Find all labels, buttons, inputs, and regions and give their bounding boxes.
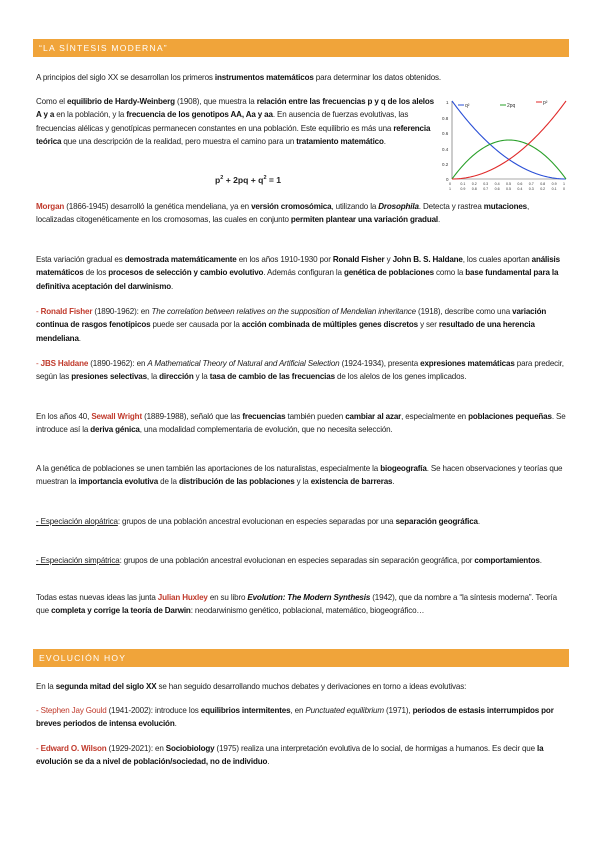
x-tick: 0.3 (483, 182, 489, 186)
x-tick-reverse: 0.5 (506, 187, 511, 191)
x-tick-reverse: 0.9 (460, 187, 466, 191)
y-tick: 0.8 (442, 116, 449, 121)
paragraph-intro: A principios del siglo XX se desarrollan los primeros instrumentos matemáticos para determinar los datos obtenidos. (36, 73, 441, 82)
y-tick: 0.4 (442, 147, 449, 152)
x-tick-reverse: 0.6 (494, 187, 500, 191)
paragraph-sewall-wright: En los años 40, Sewall Wright (1889-1988), señaló que las frecuencias también pueden cambiar al azar, especialmente en poblaciones pequeñas. Se introduce así la deriva génica, una modalidad complementaria de evolución, que no necesita selección. (36, 412, 566, 435)
x-tick: 0 (449, 182, 451, 186)
section-title: “LA SÍNTESIS MODERNA” (39, 43, 168, 53)
section-header-sintesis (33, 39, 569, 57)
x-tick: 0.5 (506, 182, 511, 186)
x-tick-reverse: 0 (563, 187, 565, 191)
paragraph-fisher-haldane: Esta variación gradual es demostrada matemáticamente en los años 1910-1930 por Ronald Fisher y John B. S. Haldane, los cuales aportan análisis matemáticos de los procesos de selección y cambio evolutivo. Además configuran la genética de poblaciones como la base fundamental para la definitiva aceptación del darwinismo. (36, 255, 560, 291)
x-tick-reverse: 1 (449, 187, 451, 191)
paragraph-simpatrica: - Especiación simpátrica: grupos de una población ancestral evolucionan en especies separadas sin separación geográfica, por comportamientos. (36, 556, 542, 565)
paragraph-siglo-xx: En la segunda mitad del siglo XX se han seguido desarrollando muchos debates y derivaciones en torno a ideas evolutivas: (36, 682, 467, 691)
x-tick-reverse: 0.1 (551, 187, 557, 191)
x-tick: 0.1 (460, 182, 466, 186)
y-tick: 0.6 (442, 131, 449, 136)
paragraph-biogeografia: A la genética de poblaciones se unen también las aportaciones de los naturalistas, especialmente la biogeografía. Se hacen observaciones y teorías que muestran la importancia evolutiva de la distribución de las poblaciones y la existencia de barreras. (36, 464, 563, 487)
x-tick: 0.7 (528, 182, 534, 186)
paragraph-morgan: Morgan (1866-1945) desarrolló la genética mendeliana, ya en versión cromosómica, utilizando la Drosophila. Detecta y rastrea mutaciones, localizadas citogenéticamente en los cromosomas, las cuales en conjunto permiten plantear una variación gradual. (36, 202, 530, 225)
x-tick: 0.6 (517, 182, 523, 186)
section-title: EVOLUCIÓN HOY (39, 653, 127, 663)
x-tick-reverse: 0.4 (517, 187, 523, 191)
x-tick: 1 (563, 182, 565, 186)
paragraph-haldane: - JBS Haldane (1890-1962): en A Mathematical Theory of Natural and Artificial Selection (1924-1934), presenta expresiones matemáticas para predecir, según las presiones selectivas, la dirección y la tasa de cambio de las frecuencias de los alelos de los genes implicados. (36, 359, 564, 382)
y-tick: 0.2 (442, 162, 449, 167)
x-tick-reverse: 0.2 (540, 187, 546, 191)
x-tick: 0.2 (471, 182, 477, 186)
x-tick-reverse: 0.8 (471, 187, 477, 191)
hardy-weinberg-formula: $p^2 + 2pq + q^2 = 1$ (215, 175, 282, 185)
paragraph-alopatrica: - Especiación alopátrica: grupos de una población ancestral evolucionan en especies separadas por una separación geográfica. (36, 517, 480, 526)
legend-2pq: 2pq (507, 103, 516, 109)
legend-p-squared: p² (543, 100, 548, 106)
paragraph-ronald-fisher: - Ronald Fisher (1890-1962): en The correlation between relatives on the supposition of Mendelian inheritance (1918), describe como una variación continua de rasgos fenotípicos puede ser causada por la acción combinada de múltiples genes discretos y ser resultado de una herencia mendeliana. (36, 307, 547, 343)
x-tick: 0.4 (494, 182, 500, 186)
hardy-weinberg-graph (438, 93, 570, 193)
x-tick-reverse: 0.3 (528, 187, 534, 191)
y-tick: 1 (446, 100, 449, 105)
x-tick-reverse: 0.7 (483, 187, 489, 191)
paragraph-gould: - Stephen Jay Gould (1941-2002): introduce los equilibrios intermitentes, en Punctuated equilibrium (1971), periodos de estasis interrumpidos por breves periodos de intensa evolución. (36, 706, 554, 729)
legend-q-squared: q² (465, 103, 470, 109)
paragraph-hardy-weinberg: Como el equilibrio de Hardy-Weinberg (1908), que muestra la relación entre las frecuencias p y q de los alelos A y a en la población, y la frecuencia de los genotipos AA, Aa y aa. En ausencia de fuerzas evolutivas, las frecuencias alélicas y genotípicas permanecen constantes en una población. Este equilibrio es más una referencia teórica que una descripción de la realidad, pero muestra el camino para un tratamiento matemático. (36, 97, 434, 147)
y-tick: 0 (446, 177, 449, 182)
paragraph-huxley: Todas estas nuevas ideas las junta Julian Huxley en su libro Evolution: The Modern Synthesis (1942), que da nombre a “la síntesis moderna”. Teoría que completa y corrige la teoría de Darwin: neodarwinismo genético, poblacional, matemático, biogeográfico… (36, 593, 557, 616)
x-tick: 0.9 (551, 182, 557, 186)
x-tick: 0.8 (540, 182, 546, 186)
paragraph-wilson: - Edward O. Wilson (1929-2021): en Sociobiology (1975) realiza una interpretación evolutiva de lo social, de hormigas a humanos. Es decir que la evolución se da a nivel de población/sociedad, no de individuo. (36, 744, 544, 767)
section-header-evolucion-hoy (33, 649, 569, 667)
